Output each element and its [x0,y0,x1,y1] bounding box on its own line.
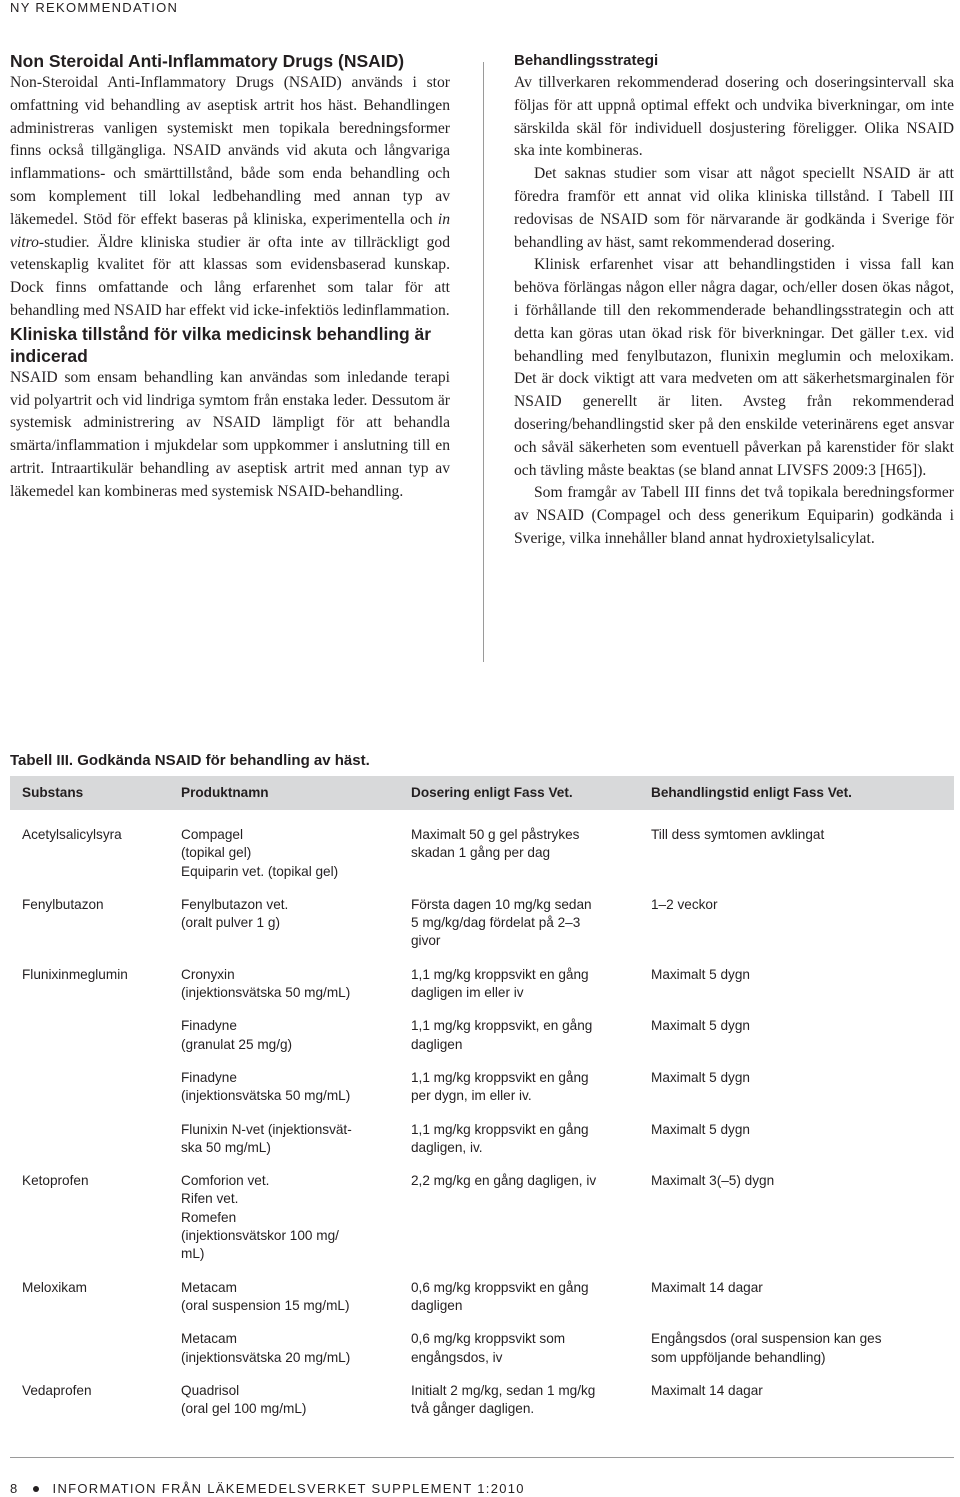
table-cell: Flunixinmeglumin [22,966,128,982]
table-row [10,1382,954,1434]
page-number: 8 [10,1481,19,1496]
page-footer [10,1481,525,1496]
table-cell [10,1121,169,1173]
table-cell: Engångsdos (oral suspension kan ges som uppföljande behandling) [651,1331,882,1365]
column-header: Substans [10,776,169,810]
section-title-nsaid: Non Steroidal Anti-Inflammatory Drugs (NSAID) [10,51,405,71]
italic-term: in vitro [10,210,450,251]
table-cell [10,1330,169,1382]
table-cell: Cronyxin (injektionsvätska 50 mg/mL) [181,966,351,1001]
column-divider [483,62,484,662]
column-header: Behandlingstid enligt Fass Vet. [639,776,954,810]
column-header: Dosering enligt Fass Vet. [399,776,639,810]
footer-rule [10,1457,954,1458]
table-cell: Meloxikam [22,1279,87,1295]
right-column [514,50,954,551]
section-title-indications: Kliniska tillstånd för vilka medicinsk behandling är indicerad [10,323,432,366]
table-row [10,1330,954,1382]
section-title-strategy: Behandlingsstrategi [514,52,659,69]
table-cell: Metacam (injektionsvätska 20 mg/mL) [181,1331,351,1365]
header-band [0,0,960,18]
table-body [10,810,954,1433]
table-cell: 1,1 mg/kg kroppsvikt en gång dagligen, iv. [411,1121,589,1155]
table-cell: Maximalt 5 dygn [651,1069,750,1085]
table-cell: 1,1 mg/kg kroppsvikt en gång per dygn, im eller iv. [411,1069,589,1104]
table-cell: Maximalt 14 dagar [651,1382,763,1398]
table-cell: 1,1 mg/kg kroppsvikt, en gång dagligen [411,1018,593,1052]
table-row [10,1017,954,1069]
table-cell: Comforion vet. Rifen vet. Romefen (injektionsvätskor 100 mg/ mL) [181,1173,339,1262]
table-cell: Fenylbutazon [22,896,104,912]
table-cell: Finadyne (injektionsvätska 50 mg/mL) [181,1069,351,1104]
left-column [10,50,450,504]
table-cell: Maximalt 5 dygn [651,1121,750,1137]
nsaid-table [10,776,954,1433]
table-cell: Maximalt 3(–5) dygn [651,1173,775,1189]
table-cell: Flunixin N-vet (injektionsvät- ska 50 mg/mL) [181,1121,352,1155]
section-label: NY REKOMMENDATION [10,0,179,15]
table-cell: Compagel (topikal gel) Equiparin vet. (topikal gel) [181,827,339,879]
table-row [10,1121,954,1173]
table-cell: Vedaprofen [22,1382,92,1398]
table-cell: Maximalt 14 dagar [651,1279,763,1295]
table-cell: Första dagen 10 mg/kg sedan 5 mg/kg/dag fördelat på 2–3 givor [411,896,592,949]
table-cell: 1,1 mg/kg kroppsvikt en gång dagligen im eller iv [411,966,589,1001]
table-cell: 1–2 veckor [651,896,718,912]
table-cell: 2,2 mg/kg en gång dagligen, iv [411,1173,597,1189]
table-row [10,810,954,896]
paragraph-text: Non-Steroidal Anti-Inflammatory Drugs (NSAID) används i stor omfattning vid behandling av aseptisk artrit hos häst. Behandlingen administreras vanligen systemiskt men topikala beredningsformer finns också tillgängliga. NSAID används vid akuta och långvariga inflammations- och smärttillstånd, både som enda behandling och som komplement till lokal ledbehandling med annan typ av läkemedel. Stöd för effekt baseras på kliniska, experimentella och [10,74,450,228]
table-cell: Maximalt 50 g gel påstrykes skadan 1 gång per dag [411,827,580,861]
table-cell: Quadrisol (oral gel 100 mg/mL) [181,1382,307,1417]
table-cell: Maximalt 5 dygn [651,966,750,982]
paragraph-strategy-1: Av tillverkaren rekommenderad dosering och doseringsintervall ska följas för att uppnå optimal effekt och undvika biverkningar, om inte särskilda skäl för individuell dosjustering föreligger. Olika NSAID ska inte kombineras. [514,74,954,160]
table-cell: Till dess symtomen avklingat [651,827,825,842]
paragraph-indications: NSAID som ensam behandling kan användas som inledande terapi vid polyartrit och vid lindriga symtom från enstaka leder. Dessutom är systemisk administrering av NSAID lämpligt för att behandla smärta/inflammation i mjukdelar som uppkommer i anslutning till en artrit. Intraartikulär behandling av aseptisk artrit med annan typ av läkemedel kan kombineras med systemisk NSAID-behandling. [10,368,450,500]
paragraph-nsaid-intro [10,72,450,323]
paragraph-strategy-2: Det saknas studier som visar att något speciellt NSAID är att föredra framför ett annat vid olika kliniska tillstånd. I Tabell III redovisas de NSAID som för närvarande är godkända i Sverige för behandling av häst, samt rekommenderad dosering. [514,165,954,251]
table-cell: Fenylbutazon vet. (oralt pulver 1 g) [181,896,289,931]
paragraph-strategy-4: Som framgår av Tabell III finns det två topikala beredningsformer av NSAID (Compagel och dess generikum Equiparin) godkända i Sverige, vilka innehåller bland annat hydroxietylsalicylat. [514,484,954,547]
table-cell: 0,6 mg/kg kroppsvikt en gång dagligen [411,1279,589,1313]
table-cell: 0,6 mg/kg kroppsvikt som engångsdos, iv [411,1331,566,1365]
table-row [10,1172,954,1278]
paragraph-text-end: -studier. Äldre kliniska studier är ofta inte av tillräckligt god vetenskaplig kvalitet för att klassas som evidensbaserad kunskap. Dock finns omfattande och lång erfarenhet som talar för att behandling med NSAID har effekt vid icke-infektiös ledinflammation. [10,233,450,319]
table-title: Tabell III. Godkända NSAID för behandling av häst. [10,752,370,769]
table-row [10,966,954,1018]
table-row [10,896,954,966]
table-cell: Acetylsalicylsyra [22,827,122,842]
publication-name: INFORMATION FRÅN LÄKEMEDELSVERKET SUPPLEMENT 1:2010 [52,1481,525,1496]
column-header: Produktnamn [169,776,399,810]
bullet-icon [33,1486,39,1492]
table-cell: Metacam (oral suspension 15 mg/mL) [181,1279,350,1313]
table-cell: Finadyne (granulat 25 mg/g) [181,1018,293,1052]
table-cell [10,1069,169,1121]
table-cell: Maximalt 5 dygn [651,1018,750,1034]
table-header-row [10,776,954,810]
table-row [10,1069,954,1121]
table-cell [10,1017,169,1069]
table-row [10,1279,954,1331]
paragraph-strategy-3: Klinisk erfarenhet visar att behandlingstiden i vissa fall kan behöva förlängas någon eller några dagar, och/eller dosen ökas något, i förhållande till den rekommenderade behandlingsstrategin och att detta kan göras utan ökad risk för biverkningar. Det gäller t.ex. vid behandling med fenylbutazon, flunixin meglumin och meloxikam. Det är dock viktigt att vara medveten om att säkerhetsmarginalen för NSAID generellt är liten. Avsteg från rekommenderad dosering/behandlingstid sker på den enskilde veterinärens eget ansvar och såväl säkerheten som eventuell påverkan på karenstider för slakt och tävling måste beaktas (se bland annat LIVSFS 2009:3 [H65]). [514,256,954,479]
table-cell: Initialt 2 mg/kg, sedan 1 mg/kg två gånger dagligen. [411,1382,596,1417]
table-cell: Ketoprofen [22,1173,89,1189]
